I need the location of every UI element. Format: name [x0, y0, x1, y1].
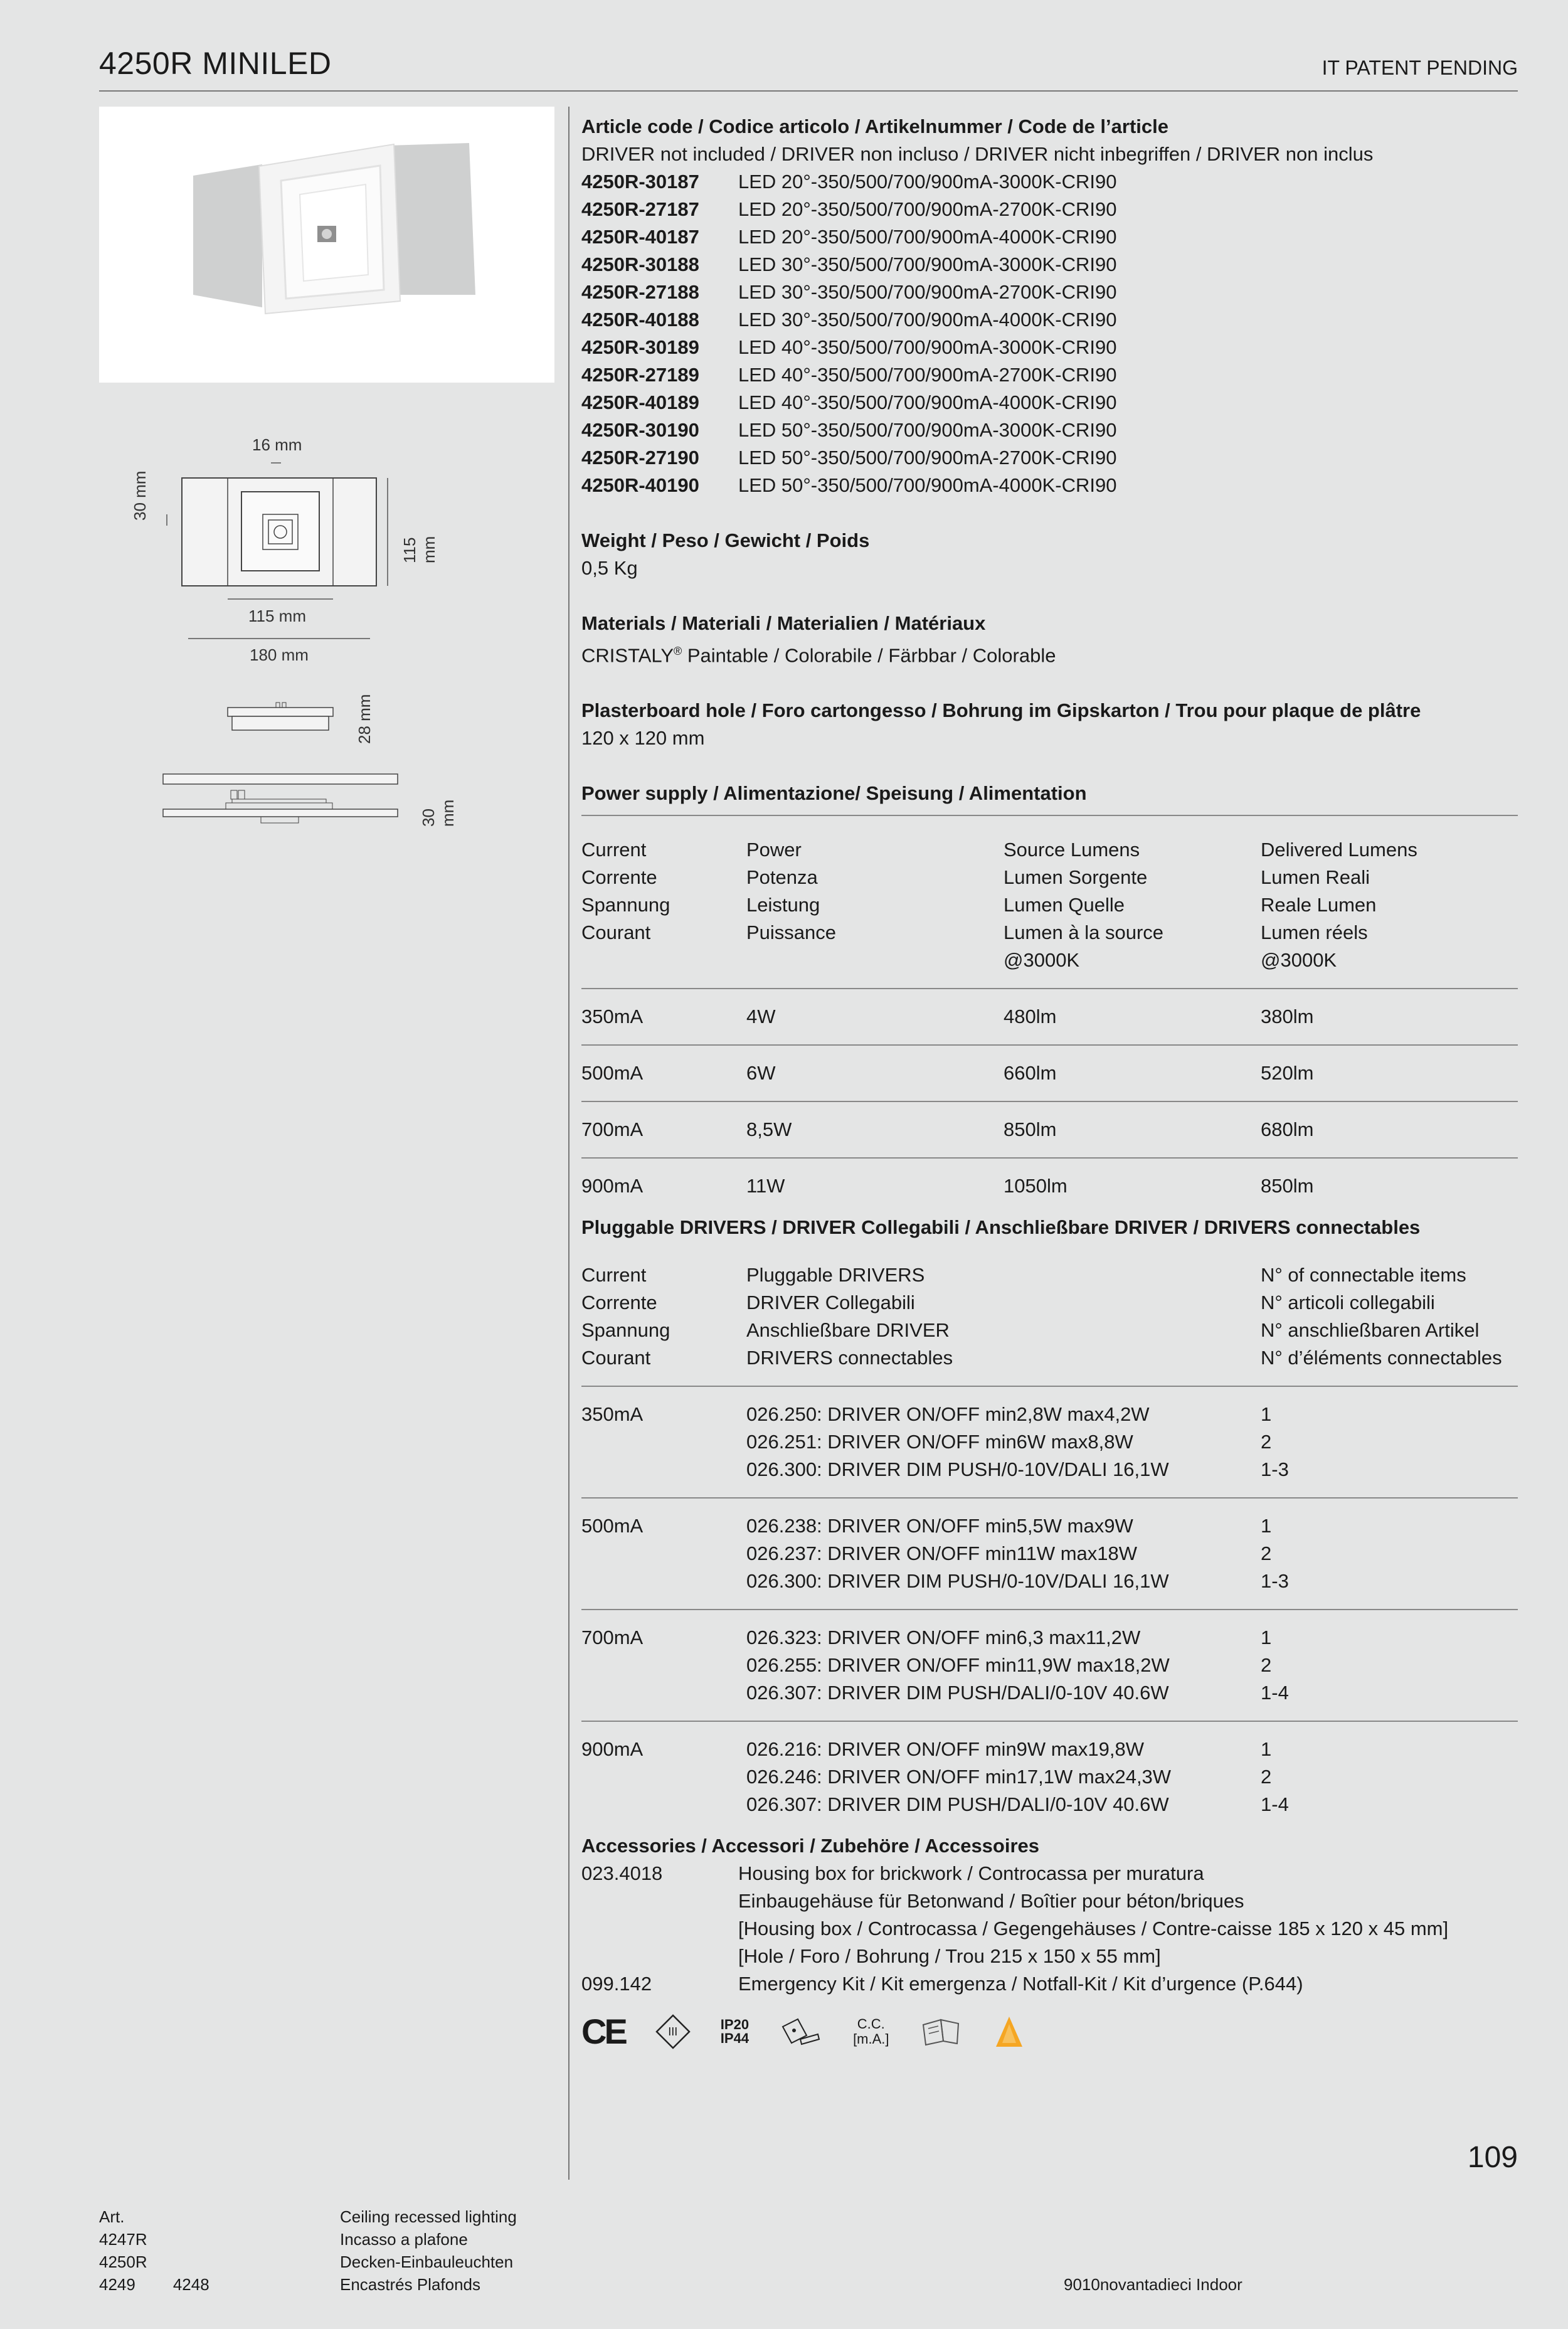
product-photo — [99, 107, 554, 383]
accessory-line: [Housing box / Controcassa / Gegengehäuses / Contre-caisse 185 x 120 x 45 mm] — [738, 1918, 1449, 1940]
power-row-table — [581, 1172, 1518, 1200]
header-line: Lumen à la source — [1004, 921, 1164, 944]
driver-current — [581, 1679, 746, 1707]
driver-count: 1 — [1261, 1403, 1272, 1426]
driver-row — [581, 1791, 1518, 1818]
article-row — [581, 389, 1518, 416]
page-title: 4250R MINILED — [99, 46, 332, 81]
header-line: Courant — [581, 921, 651, 944]
driver-current: 500mA — [581, 1515, 644, 1537]
power-row-table — [581, 1059, 1518, 1087]
ip44-label: IP44 — [720, 2030, 750, 2047]
article-heading: Article code / Codice articolo / Artikelnummer / Code de l’article — [581, 115, 1168, 137]
energy-class-icon — [993, 2014, 1025, 2049]
article-row — [581, 334, 1518, 361]
driver-current — [581, 1568, 746, 1595]
article-code: 4250R-30189 — [581, 336, 699, 358]
driver-group — [581, 1721, 1518, 1818]
article-code: 4250R-27187 — [581, 198, 699, 220]
material-brand: CRISTALY — [581, 644, 674, 667]
header-line: Puissance — [746, 921, 837, 944]
product-image — [99, 107, 554, 383]
power-row-table — [581, 1116, 1518, 1143]
driver-group-table — [581, 1401, 1518, 1483]
footer-art-label: Art. — [99, 2207, 125, 2226]
power-cell: 11W — [746, 1175, 785, 1197]
power-cell: 680lm — [1261, 1118, 1314, 1141]
class-iii-icon — [655, 2014, 691, 2049]
article-description: LED 20°-350/500/700/900mA-3000K-CRI90 — [738, 171, 1117, 193]
power-table — [581, 815, 1518, 1200]
driver-group-table — [581, 1736, 1518, 1818]
driver-model: 026.300: DRIVER DIM PUSH/0-10V/DALI 16,1W — [746, 1570, 1169, 1593]
power-cell: 380lm — [1261, 1005, 1314, 1028]
driver-count: 1 — [1261, 1738, 1272, 1761]
power-row-table — [581, 1003, 1518, 1031]
driver-row — [581, 1456, 1518, 1483]
accessory-description: Emergency Kit / Kit emergenza / Notfall-Kit / Kit d’urgence (P.644) — [738, 1973, 1303, 1995]
footer-brand: 9010novantadieci Indoor — [1064, 2275, 1242, 2294]
dim-115mm-horizontal: 115 mm — [248, 607, 306, 625]
article-code: 4250R-30188 — [581, 253, 699, 275]
power-cell: 900mA — [581, 1175, 644, 1197]
dim-30mm-side: 30 mm — [130, 470, 149, 521]
driver-current — [581, 1428, 746, 1456]
header-line: DRIVER Collegabili — [746, 1292, 915, 1314]
driver-row — [581, 1652, 1518, 1679]
footer-art-4248: 4248 — [172, 2275, 209, 2294]
article-description: LED 30°-350/500/700/900mA-2700K-CRI90 — [738, 281, 1117, 303]
hole-value: 120 x 120 mm — [581, 727, 705, 750]
header-line: Corrente — [581, 1292, 657, 1314]
power-heading: Power supply / Alimentazione/ Speisung / Alimentation — [581, 782, 1087, 805]
drivers-header-cell — [746, 1261, 1261, 1372]
driver-model: 026.307: DRIVER DIM PUSH/DALI/0-10V 40.6W — [746, 1682, 1169, 1704]
header-line: @3000K — [1261, 949, 1337, 972]
header-line: Lumen Reali — [1261, 866, 1370, 889]
driver-model: 026.307: DRIVER DIM PUSH/DALI/0-10V 40.6W — [746, 1793, 1169, 1816]
driver-model: 026.238: DRIVER ON/OFF min5,5W max9W — [746, 1515, 1133, 1537]
footer-category — [340, 2205, 517, 2296]
cc-label: C.C. — [857, 2016, 885, 2032]
article-code: 4250R-27190 — [581, 447, 699, 469]
driver-model: 026.246: DRIVER ON/OFF min17,1W max24,3W — [746, 1766, 1172, 1788]
drivers-header-cell — [1261, 1261, 1518, 1372]
article-description: LED 50°-350/500/700/900mA-3000K-CRI90 — [738, 419, 1117, 441]
driver-model: 026.323: DRIVER ON/OFF min6,3 max11,2W — [746, 1626, 1141, 1649]
accessory-emergency-kit — [581, 1970, 1518, 1998]
footer-category-en: Ceiling recessed lighting — [340, 2207, 517, 2226]
driver-current — [581, 1456, 746, 1483]
driver-count: 2 — [1261, 1431, 1272, 1453]
driver-model: 026.250: DRIVER ON/OFF min2,8W max4,2W — [746, 1403, 1150, 1426]
header-line: Potenza — [746, 866, 818, 889]
driver-group — [581, 1386, 1518, 1483]
header-line: @3000K — [1004, 949, 1080, 972]
power-header-row — [581, 836, 1518, 974]
power-row — [581, 988, 1518, 1031]
header-line: Current — [581, 1264, 647, 1287]
article-description: LED 30°-350/500/700/900mA-4000K-CRI90 — [738, 309, 1117, 331]
header-line: N° anschließbaren Artikel — [1261, 1319, 1480, 1342]
article-description: LED 20°-350/500/700/900mA-2700K-CRI90 — [738, 198, 1117, 220]
power-table-rows — [581, 988, 1518, 1200]
weight-heading: Weight / Peso / Gewicht / Poids — [581, 529, 870, 551]
article-description: LED 50°-350/500/700/900mA-4000K-CRI90 — [738, 474, 1117, 496]
power-cell: 350mA — [581, 1005, 644, 1028]
page-number: 109 — [1467, 2141, 1518, 2174]
certification-icons — [581, 2013, 1518, 2050]
drivers-header-cell — [581, 1261, 746, 1372]
power-header-cell — [746, 836, 1004, 974]
driver-model: 026.255: DRIVER ON/OFF min11,9W max18,2W — [746, 1654, 1170, 1677]
article-code: 4250R-27189 — [581, 364, 699, 386]
driver-count: 1-3 — [1261, 1570, 1289, 1593]
driver-count: 1 — [1261, 1626, 1272, 1649]
article-row — [581, 251, 1518, 279]
dim-28mm: 28 mm — [355, 694, 374, 744]
materials-value — [581, 637, 1518, 669]
driver-row — [581, 1540, 1518, 1568]
driver-row — [581, 1568, 1518, 1595]
article-row — [581, 444, 1518, 472]
power-cell: 700mA — [581, 1118, 644, 1141]
header-line: Corrente — [581, 866, 657, 889]
header-line: Lumen Sorgente — [1004, 866, 1148, 889]
driver-row — [581, 1428, 1518, 1456]
driver-count: 1 — [1261, 1515, 1272, 1537]
article-code: 4250R-27188 — [581, 281, 699, 303]
power-row — [581, 1044, 1518, 1087]
accessory-code: 099.142 — [581, 1973, 652, 1995]
header-line: Source Lumens — [1004, 839, 1140, 861]
driver-count: 2 — [1261, 1542, 1272, 1565]
dim-30mm-section: 30 mm — [419, 799, 457, 827]
header-line: Spannung — [581, 1319, 670, 1342]
header-line: Delivered Lumens — [1261, 839, 1417, 861]
dim-180mm: 180 mm — [250, 645, 309, 664]
header-line: Spannung — [581, 894, 670, 916]
patent-label: IT PATENT PENDING — [1322, 56, 1518, 79]
header-line: Leistung — [746, 894, 820, 916]
article-description: LED 40°-350/500/700/900mA-2700K-CRI90 — [738, 364, 1117, 386]
power-header-cell — [1261, 836, 1518, 974]
header-line — [581, 947, 746, 974]
driver-row — [581, 1401, 1518, 1428]
power-table-header — [581, 836, 1518, 974]
header-line: Lumen Quelle — [1004, 894, 1125, 916]
driver-current: 900mA — [581, 1738, 644, 1761]
driver-count: 2 — [1261, 1654, 1272, 1677]
power-cell: 850lm — [1261, 1175, 1314, 1197]
power-cell: 660lm — [1004, 1062, 1057, 1085]
ip-rating-icon — [721, 2018, 749, 2045]
accessories-heading: Accessories / Accessori / Zubehöre / Accessoires — [581, 1835, 1040, 1857]
class-iii-label: III — [668, 2025, 678, 2039]
power-row-cells — [581, 1116, 1518, 1143]
article-row — [581, 223, 1518, 251]
article-description: LED 40°-350/500/700/900mA-3000K-CRI90 — [738, 336, 1117, 358]
power-cell: 500mA — [581, 1062, 644, 1085]
drivers-table-rows — [581, 1386, 1518, 1818]
article-row — [581, 196, 1518, 223]
article-description: LED 40°-350/500/700/900mA-4000K-CRI90 — [738, 391, 1117, 413]
article-code: 4250R-30190 — [581, 419, 699, 441]
column-divider — [568, 107, 569, 2180]
materials-heading: Materials / Materiali / Materialien / Matériaux — [581, 612, 986, 634]
accessory-line: Einbaugehäuse für Betonwand / Boîtier pour béton/briques — [738, 1890, 1244, 1913]
ce-mark-icon: CE — [581, 2012, 625, 2052]
power-header-cell — [581, 836, 746, 974]
power-cell: 4W — [746, 1005, 776, 1028]
article-row — [581, 361, 1518, 389]
header-line: Current — [581, 839, 647, 861]
power-cell: 480lm — [1004, 1005, 1057, 1028]
driver-current — [581, 1652, 746, 1679]
article-description: LED 50°-350/500/700/900mA-2700K-CRI90 — [738, 447, 1117, 469]
article-list — [581, 168, 1518, 499]
power-row — [581, 1157, 1518, 1200]
accessory-description — [738, 1860, 1448, 1970]
constant-current-icon — [853, 2017, 889, 2047]
header-line: N° of connectable items — [1261, 1264, 1466, 1287]
power-cell: 520lm — [1261, 1062, 1314, 1085]
driver-current — [581, 1791, 746, 1818]
header-line: Courant — [581, 1347, 651, 1369]
header-divider — [99, 90, 1518, 92]
driver-model: 026.251: DRIVER ON/OFF min6W max8,8W — [746, 1431, 1133, 1453]
accessory-line: Housing box for brickwork / Controcassa per muratura — [738, 1862, 1204, 1885]
power-row-cells — [581, 1059, 1518, 1087]
plasterboard-install-icon — [779, 2014, 823, 2049]
dim-16mm: 16 mm — [252, 435, 302, 454]
article-code: 4250R-40187 — [581, 226, 699, 248]
article-section — [581, 113, 1518, 499]
power-row-cells — [581, 1172, 1518, 1200]
article-row — [581, 472, 1518, 499]
driver-current: 350mA — [581, 1403, 644, 1426]
header-line: N° d’éléments connectables — [1261, 1347, 1502, 1369]
header-line: Anschließbare DRIVER — [746, 1319, 950, 1342]
header-line: DRIVERS connectables — [746, 1347, 953, 1369]
power-row-cells — [581, 1003, 1518, 1031]
driver-row — [581, 1624, 1518, 1652]
footer-articles — [99, 2205, 209, 2296]
driver-note: DRIVER not included / DRIVER non incluso / DRIVER nicht inbegriffen / DRIVER non inclus — [581, 143, 1374, 165]
article-description: LED 20°-350/500/700/900mA-4000K-CRI90 — [738, 226, 1117, 248]
instruction-manual-icon — [919, 2016, 963, 2047]
power-cell: 8,5W — [746, 1118, 792, 1141]
registered-mark: ® — [674, 645, 682, 657]
driver-row — [581, 1736, 1518, 1763]
footer-category-it: Incasso a plafone — [340, 2230, 468, 2249]
power-cell: 6W — [746, 1062, 776, 1085]
article-row — [581, 306, 1518, 334]
driver-count: 1-3 — [1261, 1458, 1289, 1481]
spec-column — [581, 113, 1518, 2050]
power-cell: 1050lm — [1004, 1175, 1067, 1197]
driver-count: 2 — [1261, 1766, 1272, 1788]
driver-count: 1-4 — [1261, 1793, 1289, 1816]
article-code: 4250R-40190 — [581, 474, 699, 496]
driver-model: 026.237: DRIVER ON/OFF min11W max18W — [746, 1542, 1138, 1565]
header-line: Pluggable DRIVERS — [746, 1264, 925, 1287]
accessory-code: 023.4018 — [581, 1862, 663, 1885]
power-header-cell — [1004, 836, 1261, 974]
header-line: Power — [746, 839, 802, 861]
hole-heading: Plasterboard hole / Foro cartongesso / Bohrung im Gipskarton / Trou pour plaque de plâtre — [581, 699, 1421, 722]
driver-group — [581, 1497, 1518, 1595]
driver-model: 026.216: DRIVER ON/OFF min9W max19,8W — [746, 1738, 1144, 1761]
driver-row — [581, 1763, 1518, 1791]
article-row — [581, 168, 1518, 196]
header-line: Lumen réels — [1261, 921, 1368, 944]
technical-drawing — [99, 427, 457, 841]
material-description: Paintable / Colorabile / Färbbar / Colorable — [682, 644, 1056, 667]
driver-row — [581, 1679, 1518, 1707]
dim-115mm-vertical: 115 mm — [400, 536, 438, 563]
footer-art-4250r: 4250R — [99, 2252, 147, 2271]
ip20-label: IP20 — [720, 2017, 750, 2033]
article-description: LED 30°-350/500/700/900mA-3000K-CRI90 — [738, 253, 1117, 275]
footer-category-fr: Encastrés Plafonds — [340, 2275, 481, 2294]
footer-category-de: Decken-Einbauleuchten — [340, 2252, 514, 2271]
footer-art-4249: 4249 4248 — [99, 2275, 209, 2294]
drivers-header-row — [581, 1261, 1518, 1372]
accessory-line: [Hole / Foro / Bohrung / Trou 215 x 150 x 55 mm] — [738, 1945, 1161, 1968]
driver-group-table — [581, 1512, 1518, 1595]
driver-current: 700mA — [581, 1626, 644, 1649]
weight-value: 0,5 Kg — [581, 557, 638, 579]
header-line: N° articoli collegabili — [1261, 1292, 1435, 1314]
driver-group-table — [581, 1624, 1518, 1707]
accessory-housing-box — [581, 1860, 1518, 1970]
driver-count: 1-4 — [1261, 1682, 1289, 1704]
header-line — [746, 947, 1004, 974]
power-cell: 850lm — [1004, 1118, 1057, 1141]
driver-group — [581, 1609, 1518, 1707]
article-code: 4250R-30187 — [581, 171, 699, 193]
driver-row — [581, 1512, 1518, 1540]
article-row — [581, 279, 1518, 306]
article-code: 4250R-40188 — [581, 309, 699, 331]
drivers-table-header — [581, 1261, 1518, 1372]
power-row — [581, 1101, 1518, 1143]
driver-model: 026.300: DRIVER DIM PUSH/0-10V/DALI 16,1W — [746, 1458, 1169, 1481]
article-row — [581, 416, 1518, 444]
footer-art-4247r: 4247R — [99, 2230, 147, 2249]
header-line: Reale Lumen — [1261, 894, 1377, 916]
drivers-heading: Pluggable DRIVERS / DRIVER Collegabili / Anschließbare DRIVER / DRIVERS connectables — [581, 1216, 1421, 1239]
driver-current — [581, 1763, 746, 1791]
driver-current — [581, 1540, 746, 1568]
article-code: 4250R-40189 — [581, 391, 699, 413]
ma-label: [m.A.] — [853, 2031, 889, 2047]
